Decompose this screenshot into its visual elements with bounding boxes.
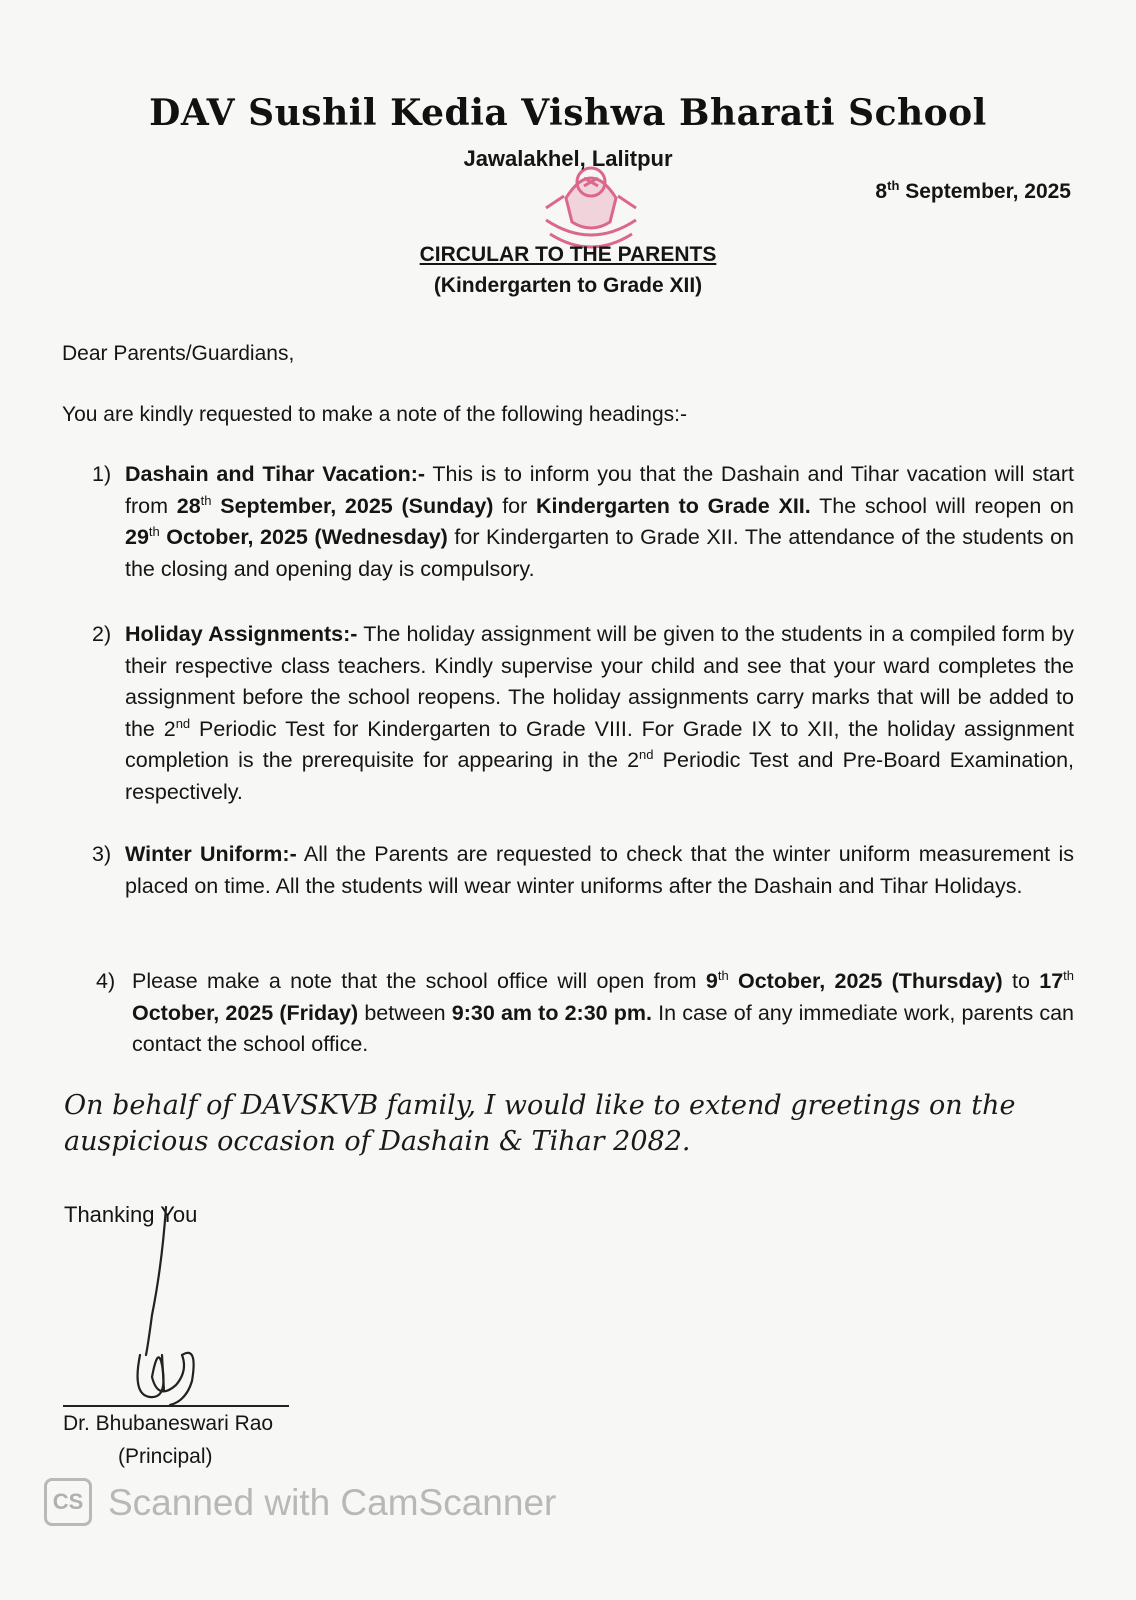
item-bold-text: Kindergarten to Grade XII. — [536, 493, 811, 518]
item-bold-text: 17 — [1039, 969, 1064, 993]
date-rest: September, 2025 — [899, 180, 1071, 203]
item-text: Please make a note that the school office will open from — [132, 969, 706, 993]
item-superscript: th — [148, 523, 160, 539]
school-name: DAV Sushil Kedia Vishwa Bharati School — [149, 92, 987, 134]
item-text: Periodic Test and Pre-Board Examination, respectively. — [125, 748, 1075, 804]
camscanner-logo: CS — [44, 1478, 92, 1526]
item-text: The school will reopen on — [810, 493, 1074, 518]
item-text: for Kindergarten to Grade XII. The attendance of the students on the closing and opening day is compulsory. — [125, 525, 1074, 581]
item-superscript: nd — [175, 715, 191, 731]
signature-line — [63, 1405, 289, 1407]
item-body — [125, 619, 1074, 808]
item-superscript: nd — [639, 746, 654, 762]
item-body — [132, 966, 1074, 1061]
signatory-name: Dr. Bhubaneswari Rao — [63, 1412, 274, 1435]
date-suffix: th — [887, 178, 900, 193]
list-item — [96, 966, 1074, 1061]
item-number: 4) — [96, 969, 116, 993]
item-bold-text: 9 — [705, 969, 718, 993]
circular-subtitle: (Kindergarten to Grade XII) — [433, 274, 703, 297]
item-text: All the Parents are requested to check that the winter uniform measurement is placed on time. All the students will wear winter uniforms after the Dashain and Tihar Holidays. — [125, 842, 1074, 898]
item-text: between — [358, 1000, 452, 1025]
item-superscript: th — [1063, 967, 1074, 983]
item-heading: Winter Uniform:- — [125, 842, 297, 866]
item-number: 3) — [92, 842, 112, 866]
festival-greeting: On behalf of DAVSKVB family, I would like to extend greetings on the auspicious occasion of Dashain & Tihar 2082. — [64, 1090, 1016, 1157]
item-bold-text: 9:30 am to 2:30 pm. — [451, 1000, 652, 1025]
item-number: 2) — [92, 622, 112, 646]
item-text: In case of any immediate work, parents can contact the school office. — [132, 1000, 1075, 1056]
date-day: 8 — [875, 180, 888, 203]
item-number: 1) — [92, 462, 112, 486]
item-body — [125, 839, 1074, 902]
item-bold-text: September, 2025 (Sunday) — [211, 493, 494, 518]
item-bold-text: October, 2025 (Thursday) — [728, 969, 1003, 993]
item-bold-text: 29 — [125, 525, 149, 549]
list-item — [92, 619, 1074, 808]
list-item — [92, 459, 1074, 585]
signatory-title: (Principal) — [118, 1445, 213, 1468]
item-bold-text: October, 2025 (Friday) — [132, 1000, 359, 1025]
school-address: Jawalakhel, Lalitpur — [463, 146, 673, 171]
item-superscript: th — [200, 492, 212, 508]
item-text: This is to inform you that the Dashain and Tihar vacation will start from — [125, 462, 1074, 518]
list-item — [92, 839, 1074, 902]
circular-title: CIRCULAR TO THE PARENTS — [419, 243, 717, 266]
salutation: Dear Parents/Guardians, — [62, 342, 295, 365]
item-body — [125, 459, 1074, 585]
item-text: Periodic Test for Kindergarten to Grade VIII. For Grade IX to XII, the holiday assignment completion is the prerequisite for appearing in the 2 — [125, 716, 1074, 772]
item-heading: Dashain and Tihar Vacation:- — [125, 462, 426, 486]
circular-date — [875, 178, 1071, 204]
closing-text: Thanking You — [64, 1202, 198, 1227]
item-text: The holiday assignment will be given to the students in a compiled form by their respective class teachers. Kindly supervise your child and see that your ward completes the assignment before the school reopens. The holiday assignments carry marks that will be added to the 2 — [125, 622, 1074, 741]
item-superscript: th — [717, 967, 729, 983]
item-text: for — [493, 493, 537, 518]
item-heading: Holiday Assignments:- — [125, 622, 358, 646]
intro-text: You are kindly requested to make a note of the following headings:- — [62, 403, 687, 426]
item-bold-text: 28 — [176, 493, 201, 518]
signature-icon — [118, 1205, 238, 1415]
item-bold-text: October, 2025 (Wednesday) — [159, 525, 448, 549]
item-text: to — [1002, 969, 1040, 993]
scanner-watermark: Scanned with CamScanner — [108, 1482, 557, 1523]
